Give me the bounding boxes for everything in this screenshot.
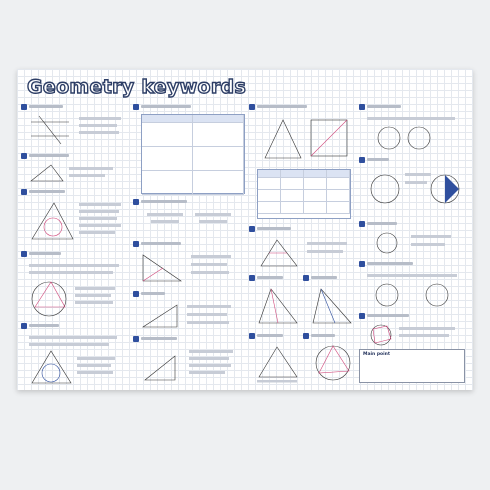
right-triangle-congruence-figure	[141, 209, 241, 237]
section-number-badge	[359, 104, 365, 110]
poster	[17, 69, 473, 390]
section-title-placeholder	[141, 242, 181, 245]
section-19	[359, 219, 467, 255]
section-title-placeholder	[367, 262, 413, 265]
circumcenter-figure	[29, 261, 124, 319]
section-title-placeholder	[367, 314, 409, 317]
congruence-similarity-table	[141, 114, 245, 194]
section-4	[21, 249, 126, 319]
tangent-chord-figure	[367, 231, 467, 255]
section-number-badge	[21, 323, 27, 329]
cosine-law-figure	[257, 343, 301, 385]
parallel-lines-angle-figure	[29, 114, 124, 146]
section-16	[303, 331, 355, 386]
section-14	[303, 273, 355, 328]
main-point-box	[359, 349, 465, 383]
section-title-placeholder	[257, 334, 283, 337]
inscribed-angle-figure	[367, 167, 467, 215]
section-21	[359, 311, 467, 347]
section-number-badge	[133, 336, 139, 342]
section-number-badge	[133, 291, 139, 297]
section-number-badge	[303, 333, 309, 339]
circle-chord-figure	[367, 114, 467, 150]
section-title-placeholder	[141, 105, 191, 108]
section-8	[133, 239, 245, 284]
section-title-placeholder	[29, 105, 63, 108]
main-point-label: Main point	[363, 352, 391, 357]
section-title-placeholder	[29, 252, 61, 255]
section-20	[359, 259, 467, 309]
trig-ratio-table	[257, 169, 351, 219]
section-number-badge	[133, 199, 139, 205]
section-title-placeholder	[311, 276, 337, 279]
section-number-badge	[249, 226, 255, 232]
section-number-badge	[249, 275, 255, 281]
section-title-placeholder	[29, 190, 65, 193]
pythagorean-figure	[141, 346, 241, 384]
section-number-badge	[249, 104, 255, 110]
poster-title: Geometry keywords	[27, 76, 247, 98]
triangle-angle-figure	[29, 163, 124, 183]
median-figure	[257, 285, 301, 327]
section-18	[359, 155, 467, 215]
section-number-badge	[359, 157, 365, 163]
section-title-placeholder	[141, 292, 165, 295]
right-triangle-similarity-figure	[141, 251, 241, 284]
section-number-badge	[21, 153, 27, 159]
section-3	[21, 187, 126, 245]
incircle-figure	[29, 333, 124, 387]
section-13	[249, 273, 301, 328]
trigonometry-figure	[141, 301, 241, 329]
section-number-badge	[249, 333, 255, 339]
section-title-placeholder	[257, 105, 307, 108]
section-number-badge	[359, 313, 365, 319]
section-title-placeholder	[257, 276, 283, 279]
section-12	[249, 224, 354, 269]
section-9	[133, 289, 245, 329]
section-5	[21, 321, 126, 387]
special-triangles-figure	[257, 114, 352, 164]
section-number-badge	[133, 241, 139, 247]
section-2	[21, 151, 126, 183]
section-title-placeholder	[311, 334, 335, 337]
section-1	[21, 102, 126, 147]
incenter-figure	[29, 199, 124, 245]
sine-law-figure	[311, 343, 355, 385]
section-number-badge	[359, 221, 365, 227]
circle-angle-relation-figure	[367, 271, 467, 309]
cyclic-quadrilateral-figure	[367, 323, 467, 347]
angle-bisector-figure	[311, 285, 355, 327]
section-number-badge	[21, 189, 27, 195]
section-title-placeholder	[141, 200, 187, 203]
section-7	[133, 197, 245, 237]
section-10	[133, 334, 245, 384]
section-title-placeholder	[367, 222, 397, 225]
section-title-placeholder	[29, 324, 59, 327]
section-15	[249, 331, 301, 386]
section-title-placeholder	[29, 154, 69, 157]
section-number-badge	[21, 251, 27, 257]
section-title-placeholder	[367, 105, 401, 108]
section-title-placeholder	[141, 337, 177, 340]
section-number-badge	[21, 104, 27, 110]
section-title-placeholder	[367, 158, 389, 161]
section-number-badge	[303, 275, 309, 281]
section-17	[359, 102, 467, 152]
midpoint-theorem-figure	[257, 236, 352, 269]
section-number-badge	[359, 261, 365, 267]
section-number-badge	[133, 104, 139, 110]
section-title-placeholder	[257, 227, 291, 230]
